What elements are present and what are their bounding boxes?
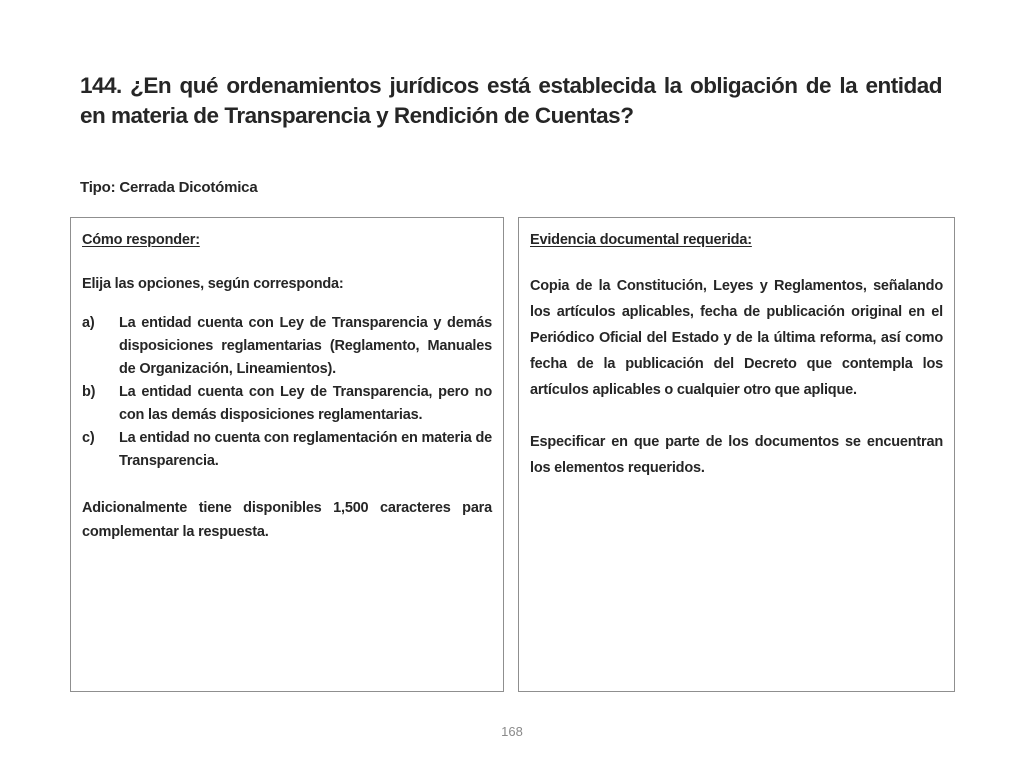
option-letter: b) bbox=[82, 384, 96, 400]
required-evidence-heading: Evidencia documental requerida: bbox=[530, 232, 752, 248]
evidence-description: Copia de la Constitución, Leyes y Reglamentos, señalando los artículos aplicables, fecha de publicación original en el Periódico Oficial del Estado y de la última reforma, así como fecha de la publicación del Decreto que contempla los artículos aplicables o cualquier otro que aplique. bbox=[530, 278, 943, 398]
page-title: 144. ¿En qué ordenamientos jurídicos está establecida la obligación de la entidad en materia de Transparencia y Rendición de Cuentas? bbox=[80, 73, 942, 128]
option-text: La entidad cuenta con Ley de Transparencia y demás disposiciones reglamentarias (Reglamento, Manuales de Organización, Lineamientos). bbox=[119, 315, 492, 377]
question-type-label: Tipo: Cerrada Dicotómica bbox=[80, 179, 258, 196]
option-text: La entidad no cuenta con reglamentación en materia de Transparencia. bbox=[119, 430, 492, 469]
page-number: 168 bbox=[501, 724, 523, 739]
option-text: La entidad cuenta con Ley de Transparencia, pero no con las demás disposiciones reglamentarias. bbox=[119, 384, 492, 423]
evidence-specification: Especificar en que parte de los documentos se encuentran los elementos requeridos. bbox=[530, 434, 943, 476]
answer-option-a bbox=[82, 312, 492, 381]
option-letter: a) bbox=[82, 315, 95, 331]
answer-instructions: Elija las opciones, según corresponda: bbox=[82, 276, 344, 292]
option-letter: c) bbox=[82, 430, 95, 446]
answer-option-c bbox=[82, 427, 492, 473]
how-to-answer-heading: Cómo responder: bbox=[82, 232, 200, 248]
required-evidence-panel bbox=[518, 217, 955, 692]
answer-option-b bbox=[82, 381, 492, 427]
how-to-answer-panel bbox=[70, 217, 504, 692]
additional-characters-note: Adicionalmente tiene disponibles 1,500 caracteres para complementar la respuesta. bbox=[82, 500, 492, 540]
answer-options-list bbox=[82, 312, 492, 473]
